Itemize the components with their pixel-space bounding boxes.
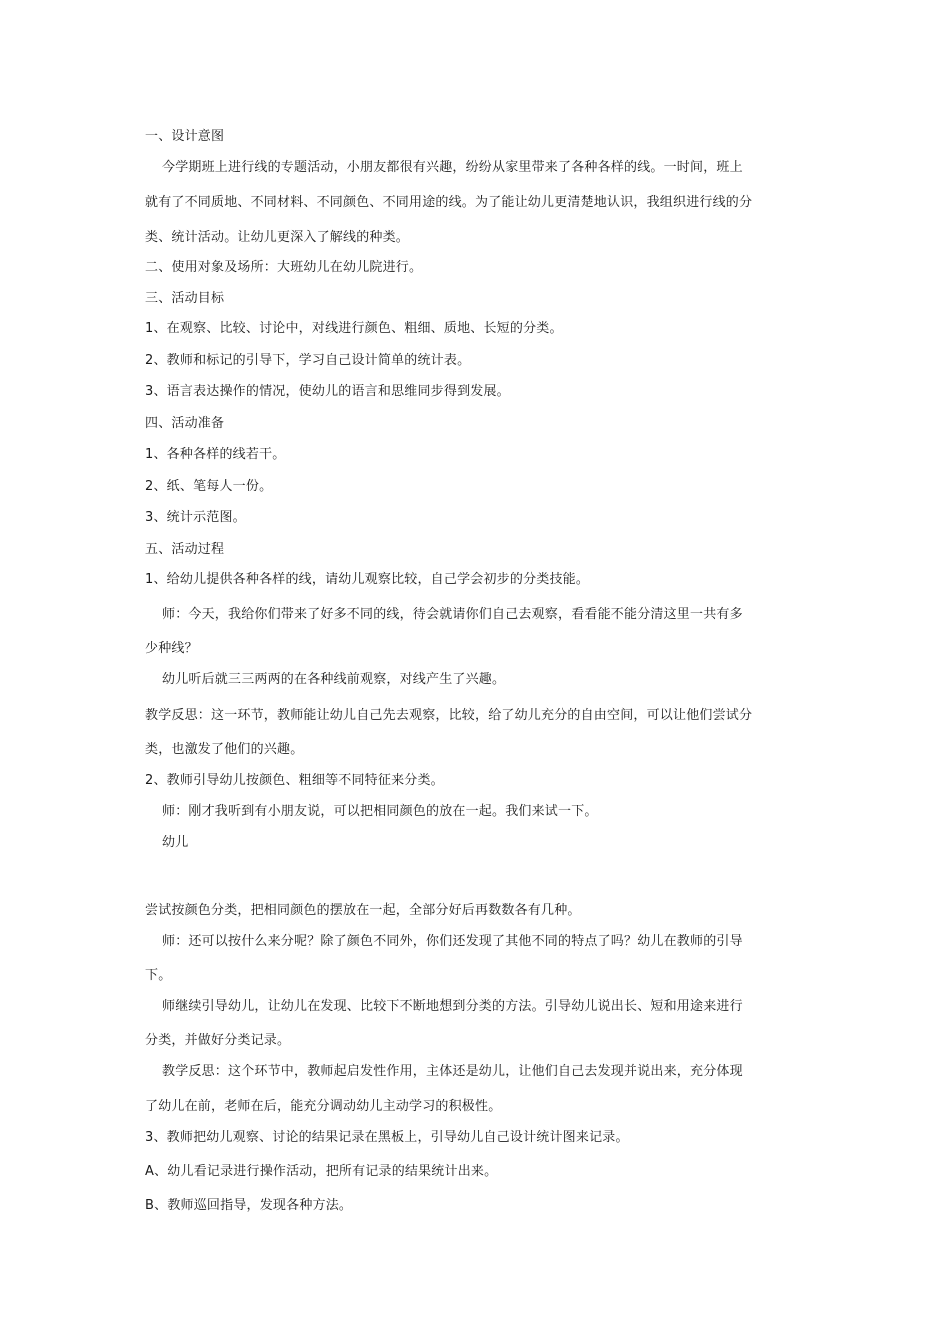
prep-item: 3、统计示范图。 bbox=[145, 510, 246, 525]
process-step: 1、给幼儿提供各种各样的线，请幼儿观察比较，自己学会初步的分类技能。 bbox=[145, 572, 590, 587]
paragraph-line: 少种线？ bbox=[145, 641, 198, 656]
paragraph-line: 类、统计活动。让幼儿更深入了解线的种类。 bbox=[145, 230, 410, 245]
paragraph-line: 教学反思：这一环节，教师能让幼儿自己先去观察，比较，给了幼儿充分的自由空间，可以让他们尝试分 bbox=[145, 708, 753, 723]
goal-item: 2、教师和标记的引导下，学习自己设计简单的统计表。 bbox=[145, 353, 471, 368]
paragraph-line: 今学期班上进行线的专题活动，小朋友都很有兴趣，纷纷从家里带来了各种各样的线。一时间，班上 bbox=[162, 160, 743, 175]
paragraph-line: 下。 bbox=[145, 968, 172, 983]
sub-step: A、幼儿看记录进行操作活动，把所有记录的结果统计出来。 bbox=[145, 1164, 498, 1179]
heading-design-intent: 一、设计意图 bbox=[145, 129, 225, 144]
paragraph-line: 师继续引导幼儿，让幼儿在发现、比较下不断地想到分类的方法。引导幼儿说出长、短和用途来进行 bbox=[162, 999, 743, 1014]
paragraph-line: 类，也激发了他们的兴趣。 bbox=[145, 742, 304, 757]
paragraph-line: 幼儿 bbox=[162, 835, 189, 850]
process-step: 3、教师把幼儿观察、讨论的结果记录在黑板上，引导幼儿自己设计统计图来记录。 bbox=[145, 1130, 629, 1145]
heading-activity-process: 五、活动过程 bbox=[145, 542, 225, 557]
prep-item: 1、各种各样的线若干。 bbox=[145, 447, 286, 462]
goal-item: 1、在观察、比较、讨论中，对线进行颜色、粗细、质地、长短的分类。 bbox=[145, 321, 563, 336]
paragraph-line: 教学反思：这个环节中，教师起启发性作用，主体还是幼儿，让他们自己去发现并说出来，充分体现 bbox=[162, 1064, 743, 1079]
paragraph-line: 师：刚才我听到有小朋友说，可以把相同颜色的放在一起。我们来试一下。 bbox=[162, 804, 598, 819]
paragraph-line: 就有了不同质地、不同材料、不同颜色、不同用途的线。为了能让幼儿更清楚地认识，我组织进行线的分 bbox=[145, 195, 753, 210]
paragraph-line: 师：还可以按什么来分呢？除了颜色不同外，你们还发现了其他不同的特点了吗？幼儿在教师的引导 bbox=[162, 934, 743, 949]
paragraph-line: 分类，并做好分类记录。 bbox=[145, 1033, 291, 1048]
heading-audience-venue: 二、使用对象及场所：大班幼儿在幼儿院进行。 bbox=[145, 260, 423, 275]
heading-activity-prep: 四、活动准备 bbox=[145, 416, 225, 431]
sub-step: B、教师巡回指导，发现各种方法。 bbox=[145, 1198, 353, 1213]
process-step: 2、教师引导幼儿按颜色、粗细等不同特征来分类。 bbox=[145, 773, 444, 788]
paragraph-line: 幼儿听后就三三两两的在各种线前观察，对线产生了兴趣。 bbox=[162, 672, 506, 687]
paragraph-line: 了幼儿在前，老师在后，能充分调动幼儿主动学习的积极性。 bbox=[145, 1099, 502, 1114]
prep-item: 2、纸、笔每人一份。 bbox=[145, 479, 273, 494]
heading-activity-goals: 三、活动目标 bbox=[145, 291, 225, 306]
goal-item: 3、语言表达操作的情况，使幼儿的语言和思维同步得到发展。 bbox=[145, 384, 510, 399]
paragraph-line: 师：今天，我给你们带来了好多不同的线，待会就请你们自己去观察，看看能不能分清这里一共有多 bbox=[162, 607, 743, 622]
paragraph-line: 尝试按颜色分类，把相同颜色的摆放在一起，全部分好后再数数各有几种。 bbox=[145, 903, 581, 918]
